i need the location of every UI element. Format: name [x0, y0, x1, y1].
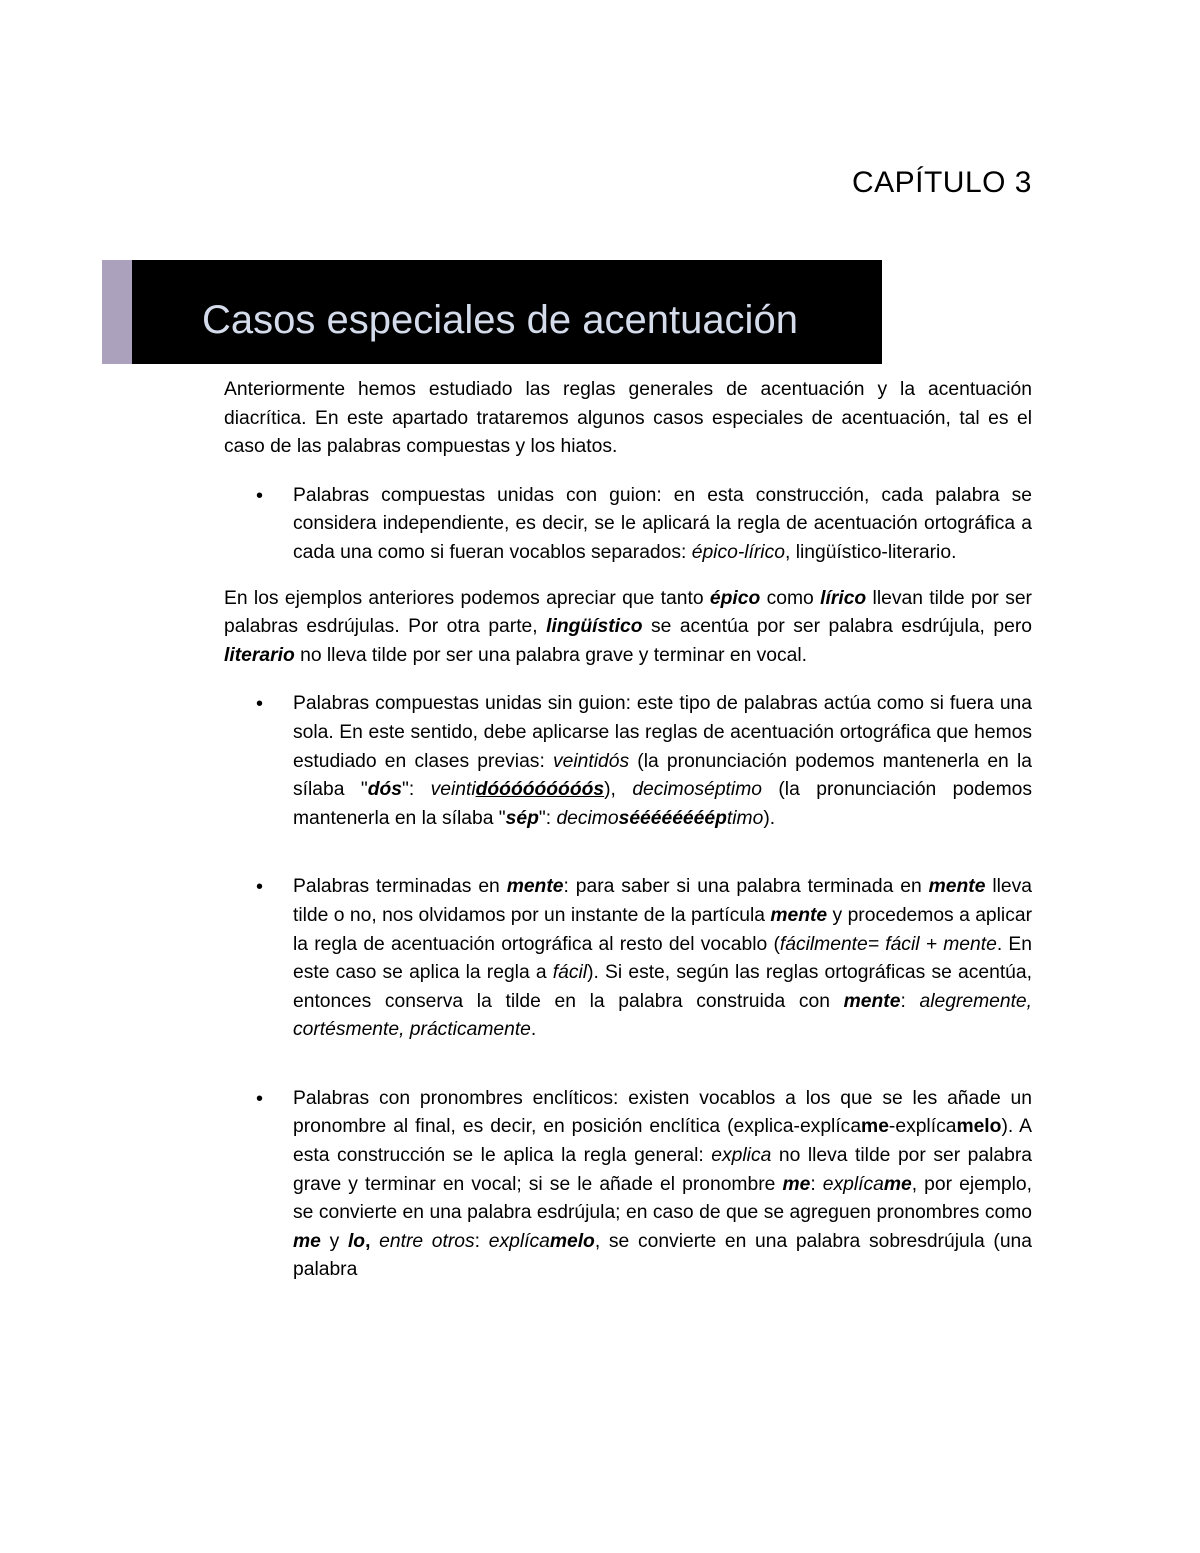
intro-paragraph: Anteriormente hemos estudiado las reglas generales de acentuación y la acentuación diacrítica. En este apartado trataremos algunos casos especiales de acentuación, tal es el caso de las palabras compuestas y los hiatos.	[224, 379, 1032, 458]
list-item-mente-words: • Palabras terminadas en mente: para saber si una palabra terminada en mente lleva tilde o no, nos olvidamos por un instante de la partícula mente y procedemos a aplicar la regla de acentuación ortográfica al resto del vocablo (fácilmente= fácil + mente. En este caso se aplica la regla a fácil). Si este, según las reglas ortográficas se acentúa, entonces conserva la tilde en la palabra construida con mente: alegremente, cortésmente, prácticamente.	[224, 873, 1032, 1045]
list-item-compound-with-hyphen: • Palabras compuestas unidas con guion: en esta construcción, cada palabra se considera independiente, es decir, se le aplicará la regla de acentuación ortográfica a cada una como si fueran vocablos separados: épico-lírico, lingüístico-literario.	[224, 482, 1032, 568]
bullet-icon: •	[256, 1087, 264, 1110]
bullet-icon: •	[256, 484, 264, 507]
banner-accent-bar	[102, 260, 132, 364]
section-banner	[132, 260, 882, 364]
emphasis-word: lírico	[820, 587, 867, 609]
explanation-paragraph: En los ejemplos anteriores podemos apreciar que tanto épico como lírico llevan tilde por ser palabras esdrújulas. Por otra parte, lingüístico se acentúa por ser palabra esdrújula, pero literario no lleva tilde por ser una palabra grave y terminar en vocal.	[224, 587, 1032, 666]
document-body	[224, 376, 1032, 1285]
bullet-icon: •	[256, 693, 264, 716]
chapter-heading: CAPÍTULO 3	[851, 166, 1032, 199]
section-title: Casos especiales de acentuación	[202, 298, 798, 342]
bullet-list-2	[224, 690, 1032, 1285]
emphasis-word: épico	[709, 587, 761, 609]
list-item-compound-without-hyphen: • Palabras compuestas unidas sin guion: este tipo de palabras actúa como si fuera una sola. En este sentido, debe aplicarse las reglas de acentuación ortográfica que hemos estudiado en clases previas: veintidós (la pronunciación podemos mantenerla en la sílaba "dós": veintidóóóóóóóóós), decimoséptimo (la pronunciación podemos mantenerla en la sílaba "sép": decimosééééééééptimo).	[224, 690, 1032, 833]
bullet-list-1	[224, 482, 1032, 568]
example-word: épico-lírico	[691, 541, 785, 563]
emphasis-word: lingüístico	[546, 616, 643, 638]
example-word: lingüístico-literario	[795, 541, 952, 563]
emphasis-word: literario	[224, 644, 295, 666]
bullet-icon: •	[256, 876, 264, 899]
list-item-enclitic-pronouns: • Palabras con pronombres enclíticos: existen vocablos a los que se les añade un pronombre al final, es decir, en posición enclítica (explica-explícame-explícamelo). A esta construcción se le aplica la regla general: explica no lleva tilde por ser palabra grave y terminar en vocal; si se le añade el pronombre me: explícame, por ejemplo, se convierte en una palabra esdrújula; en caso de que se agreguen pronombres como me y lo, entre otros: explícamelo, se convierte en una palabra sobresdrújula (una palabra	[224, 1085, 1032, 1285]
